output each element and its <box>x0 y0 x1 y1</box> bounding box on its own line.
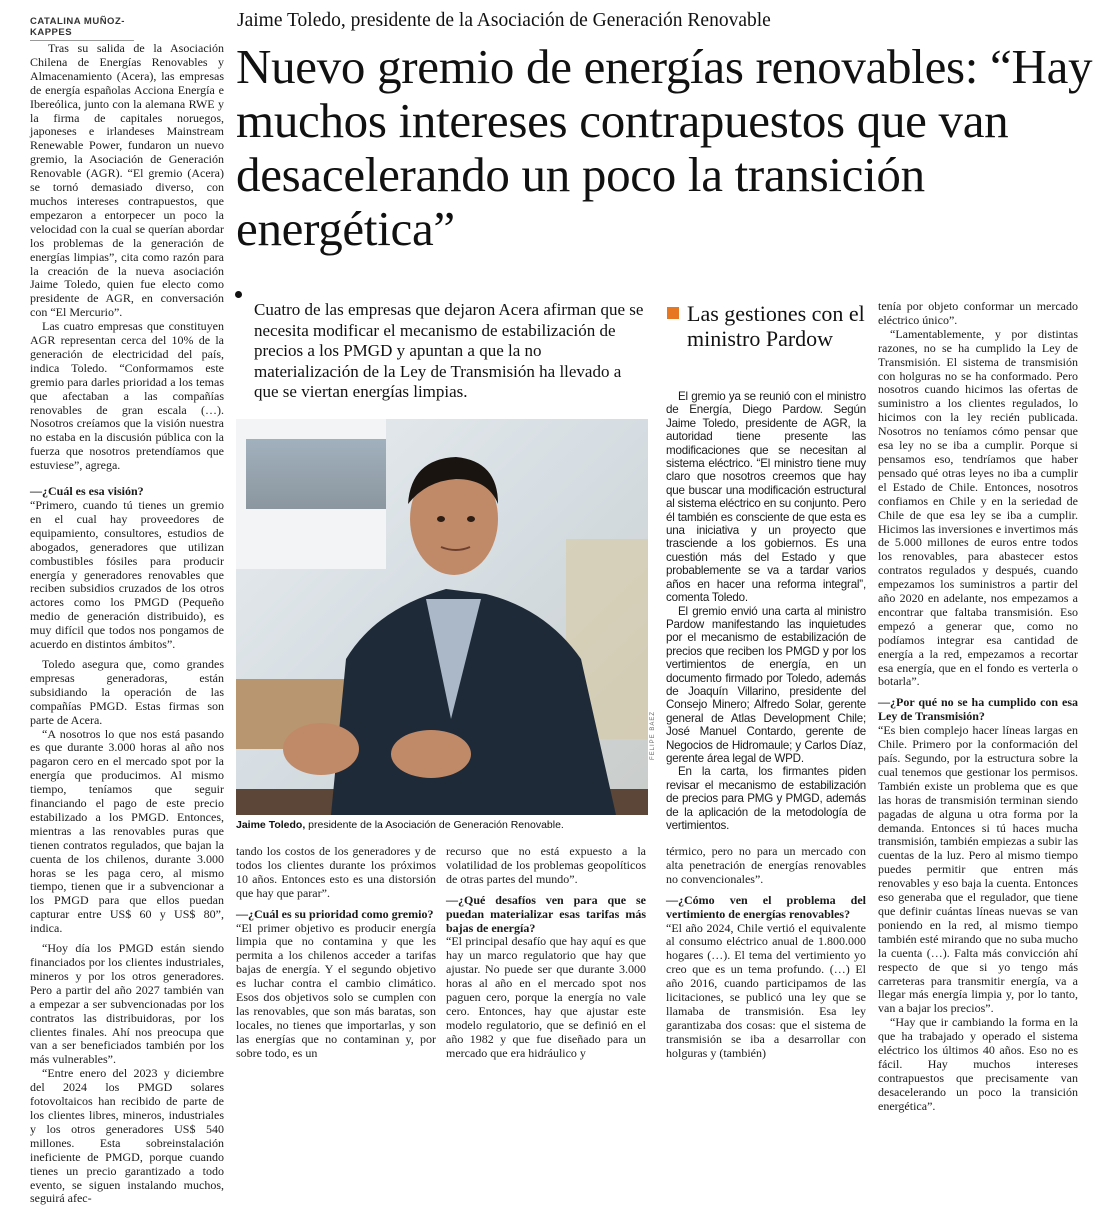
paragraph: tando los costos de los generadores y de todos los clientes durante los próximos 10 años. Entonces esto es una distorsión que hay que parar”. <box>236 844 436 900</box>
paragraph: “Lamentablemente, y por distintas razones, no se ha cumplido la Ley de Transmisión. El sistema de transmisión con holguras no se ha conformado. Pero nosotros cuando hicimos las ofertas de suministro a los clientes regulados, lo hicimos con la ley recién publicada. Nosotros no teníamos cómo pensar que esa ley no se iba a cumplir. Porque si pensamos eso, tendríamos que haber pensado qué otras leyes no iba a cumplir el Estado de Chile. Entonces, nosotros confiamos en Chile y en la seriedad de Chile de que esa ley se iba a cumplir. Hicimos las inversiones e invertimos más de 5.000 millones de euros entre todos los renovables, para abastecer estos contratos regulados y después, cuando empezamos los suministros a partir del año 2020 en adelante, nos empezamos a encontrar que faltaba transmisión. Eso empezó a generar que, como no podíamos integrar esa cantidad de energía a la red, empezamos a recortar esa energía, que en el fondo es verterla o botarla”. <box>878 326 1078 689</box>
body-column-1 <box>30 41 224 1206</box>
paragraph: “Es bien complejo hacer líneas largas en Chile. Primero por la conformación del país. Segundo, por la estructura sobre la cual tenemos que gestionar los permisos. También existe un problema que es que las horas de transmisión terminan siendo pagadas de alguna u otra forma por la demanda. Entonces si tú haces mucha transmisión, también empiezas a subir las cuentas de la luz. Pero al mismo tiempo puedes permitir que entren más renovables y eso baja la cuenta. Entonces eso generaba que el regulador, que tiene que definir cuántas líneas nuevas se van poniendo en la red, al mismo tiempo también esté mirando que no suba mucho la cuenta (…). Falta más convicción ahí respecto de que si yo tengo más carreteras para transmitir energía, va a llegar más energía limpia y, por lo tanto, van a bajar los precios”. <box>878 723 1078 1016</box>
body-column-3 <box>446 845 646 1061</box>
paragraph: Las cuatro empresas que constituyen AGR representan cerca del 10% de la generación de electricidad del país, indica Toledo. “Conformamos este gremio para darles prioridad a los temas que afectaban a las compañías renovables de gran escala (…). Nosotros creíamos que la visión nuestra no estaba en la discusión pública con la fuerza que nosotros pretendíamos que estuviese”, agrega. <box>30 319 224 473</box>
paragraph: “El principal desafío que hay aquí es que hay un marco regulatorio que hay que ajustar. No puede ser que durante 3.000 horas al año en el mercado spot nos paguen cero, porque la energía no vale cero. Entonces, hay que ajustar este modelo regulatorio, que se definió en el año 1982 y que fue diseñado para un mercado que era hidráulico y <box>446 934 646 1060</box>
interview-question: —¿Cuál es esa visión? <box>30 484 144 499</box>
paragraph: “Primero, cuando tú tienes un gremio en el cual hay proveedores de equipamiento, consultores, estudios de abogados, generadores que utilizan combustibles fósiles para producir energía y generadores renovables que reciben subsidios cruzados de los otros actores como los PMGD (Pequeño medio de generación distribuido), es muy difícil que todos nos pongamos de acuerdo en distintos ámbitos”. <box>30 498 224 652</box>
paragraph: recurso que no está expuesto a la volatilidad de los problemas geopolíticos de otras partes del mundo”. <box>446 844 646 886</box>
paragraph: térmico, pero no para un mercado con alta penetración de energías renovables no convencionales”. <box>666 844 866 886</box>
body-column-2 <box>236 845 436 1061</box>
paragraph: “Entre enero del 2023 y diciembre del 2024 los PMGD solares fotovoltaicos han recibido de parte de los clientes libres, mineros, industriales y los otros generadores US$ 540 millones. Esta sobreinstalación ineficiente de PMGD, porque cuando tienes un precio garantizado a todo evento, se siguen instalando muchos, seguirá afec- <box>30 1066 224 1206</box>
paragraph: El gremio envió una carta al ministro Pardow manifestando las inquietudes por el mecanismo de estabilización de precios que reciben los PMGD y por los vertimientos de energía, en un documento firmado por Toledo, además de Joaquín Villarino, presidente del Consejo Minero; Alfredo Solar, gerente general de Atlas Development Chile; José Manuel Contardo, gerente de Negocios de Hidromaule; y Carlos Díaz, gerente área legal de WPD. <box>666 604 866 765</box>
paragraph: “Hay que ir cambiando la forma en la que ha trabajado y operado el sistema eléctrico los últimos 40 años. Eso no es fácil. Hay muchos intereses contrapuestos que precisamente van desacelerando un poco la transición energética”. <box>878 1015 1078 1113</box>
paragraph: “A nosotros lo que nos está pasando es que durante 3.000 horas al año nos pagaron cero en el mercado spot por la energía que producimos. Al mismo tiempo, teníamos que seguir financiando el pago de este precio estabilizado a los PMGD. Entonces, mientras a las renovables puras que tienen contratos regulados, que bajan la cuenta de los chilenos, durante 3.000 horas se les paga cero, al mismo tiempo, tienen que ir a subvencionar a los PMGD para que ellos puedan capturar entre US$ 60 y US$ 80”, indica. <box>30 726 224 936</box>
portrait-photo <box>236 419 648 815</box>
paragraph: “El año 2024, Chile vertió el equivalente al consumo eléctrico anual de 1.800.000 hogares (…). El tema del vertimiento yo creo que es un tema profundo. (…) El año 2016, cuando participamos de las licitaciones, se publicó una ley que se llamaba de transmisión. Esa ley garantizaba dos cosas: que el sistema de transmisión se iba a desarrollar con holguras y (también) <box>666 920 866 1060</box>
photo-caption <box>236 819 564 831</box>
orange-square-icon <box>667 307 679 319</box>
paragraph: tenía por objeto conformar un mercado eléctrico único”. <box>878 299 1078 327</box>
interview-question: —¿Cómo ven el problema del vertimiento de energías renovables? <box>666 892 866 921</box>
kicker: Jaime Toledo, presidente de la Asociación de Generación Renovable <box>237 10 771 31</box>
deck-bullet-icon <box>235 291 242 298</box>
caption-text: presidente de la Asociación de Generación Renovable. <box>305 819 564 831</box>
body-column-4 <box>666 845 866 1061</box>
paragraph: “El primer objetivo es producir energía limpia que no contamina y que les permita a los chilenos acceder a tarifas bajas de energía. Y el segundo objetivo es luchar contra el cambio climático. Esos dos objetivos solo se cumplen con las renovables, que son más baratas, son locales, no tienes que importarlas, y son las energías que no contaminan y, por sobre todo, es un <box>236 920 436 1060</box>
sidebar-title: Las gestiones con el ministro Pardow <box>687 301 865 351</box>
caption-name: Jaime Toledo, <box>236 819 306 831</box>
interview-question: —¿Por qué no se ha cumplido con esa Ley de Transmisión? <box>878 695 1078 724</box>
portrait-illustration <box>236 419 648 815</box>
paragraph: “Hoy día los PMGD están siendo financiados por los clientes industriales, mineros y por los otros generadores. Pero a partir del año 2027 también van a empezar a ser subvencionadas por los contratos las distribuidoras, por los clientes finales. Ahí nos preocupa que van a ser beneficiados también por los más vulnerables”. <box>30 941 224 1067</box>
interview-question: —¿Cuál es su prioridad como gremio? <box>236 906 434 921</box>
photo-credit: FELIPE BAEZ <box>650 710 656 760</box>
sidebar-body <box>666 390 866 832</box>
paragraph: En la carta, los firmantes piden revisar el mecanismo de estabilización de precios para PMG y PMGD, además de la aplicación de la metodología de vertimientos. <box>666 765 866 832</box>
body-column-5 <box>878 299 1078 1113</box>
byline: CATALINA MUÑOZ-KAPPES <box>30 16 134 41</box>
paragraph: El gremio ya se reunió con el ministro de Energía, Diego Pardow. Según Jaime Toledo, presidente de AGR, la autoridad tiene presente las modificaciones que se necesitan al sistema eléctrico. “El ministro tiene muy claro que nosotros creemos que hay que buscar una modificación estructural al sistema eléctrico en su conjunto. Pero él también es consciente de que esta es una iniciativa y un proyecto que trasciende a los gobiernos. Es una cuestión más del Estado y que probablemente se va a tardar varios años en hacer una reforma integral”, comenta Toledo. <box>666 390 866 605</box>
headline: Nuevo gremio de energías renovables: “Hay muchos intereses contrapuestos que van desacelerando un poco la transición energética” <box>236 39 1093 256</box>
paragraph: Toledo asegura que, como grandes empresas generadoras, están subsidiando la operación de las compañías PMGD. Estas firmas son parte de Acera. <box>30 656 224 727</box>
interview-question: —¿Qué desafíos ven para que se puedan materializar esas tarifas más bajas de energía? <box>446 892 646 935</box>
paragraph: Tras su salida de la Asociación Chilena de Energías Renovables y Almacenamiento (Acera), las empresas de energía españolas Acciona Energía e Ibereólica, junto con la alemana RWE y la firma de capitales noruegos, japoneses e irlandeses Mainstream Renewable Power, fundaron un nuevo gremio, la Asociación de Generación Renovable (AGR). “El gremio (Acera) se tornó demasiado diverso, con muchos intereses contrapuestos, que empezaron a entorpecer un poco la velocidad con la cual se querían abordar los problemas de la generación de energías limpias”, cita como razón para la creación de la nueva asociación Jaime Toledo, quien fue electo como presidente de AGR, en conversación con “El Mercurio”. <box>30 41 224 320</box>
deck: Cuatro de las empresas que dejaron Acera afirman que se necesita modificar el mecanismo de estabilización de precios a los PMGD y apuntan a que la no materialización de la Ley de Transmisión ha llevado a que se viertan energías limpias. <box>254 300 644 401</box>
